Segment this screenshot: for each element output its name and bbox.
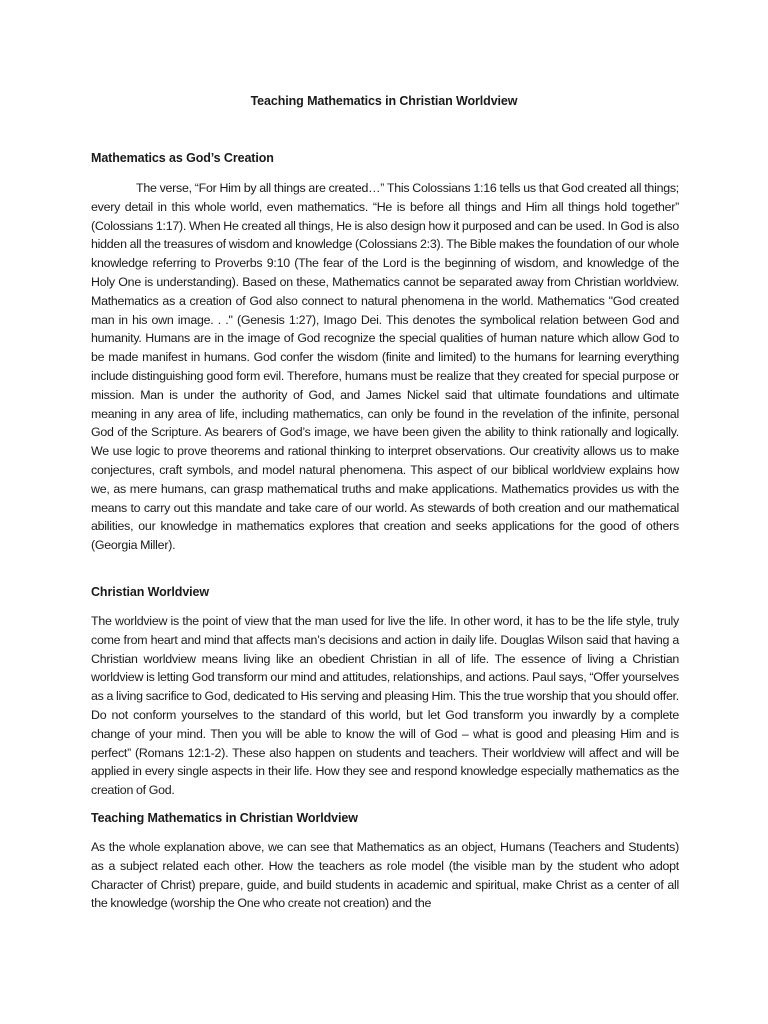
section-heading-creation: Mathematics as God’s Creation <box>91 151 274 165</box>
section-paragraph-creation: The verse, “For Him by all things are created…” This Colossians 1:16 tells us that God created all things; every detail in this whole world, even mathematics. “He is before all things and Him all things hold together” (Colossians 1:17). When He created all things, He is also design how it purposed and can be used. In God is also hidden all the treasures of wisdom and knowledge (Colossians 2:3). The Bible makes the foundation of our whole knowledge referring to Proverbs 9:10 (The fear of the Lord is the beginning of wisdom, and knowledge of the Holy One is understanding). Based on these, Mathematics cannot be separated away from Christian worldview. Mathematics as a creation of God also connect to natural phenomena in the world. Mathematics "God created man in his own image. . ." (Genesis 1:27), Imago Dei. This denotes the symbolical relation between God and humanity. Humans are in the image of God recognize the special qualities of human nature which allow God to be made manifest in humans. God confer the wisdom (finite and limited) to the humans for learning everything include distinguishing good form evil. Therefore, humans must be realize that they created for special purpose or mission. Man is under the authority of God, and James Nickel said that ultimate foundations and ultimate meaning in any area of life, including mathematics, can only be found in the revelation of the infinite, personal God of the Scripture. As bearers of God’s image, we have been given the ability to think rationally and logically. We use logic to prove theorems and rational thinking to interpret observations. Our creativity allows us to make conjectures, craft symbols, and model natural phenomena. This aspect of our biblical worldview explains how we, as mere humans, can grasp mathematical truths and make applications. Mathematics provides us with the means to carry out this mandate and take care of our world. As stewards of both creation and our mathematical abilities, our knowledge in mathematics explores that creation and seeks applications for the good of others (Georgia Miller). <box>91 181 679 553</box>
section-paragraph-worldview: The worldview is the point of view that the man used for live the life. In other word, it has to be the life style, truly come from heart and mind that affects man’s decisions and action in daily life. Douglas Wilson said that having a Christian worldview means living like an obedient Christian in all of life. The essence of living a Christian worldview is letting God transform our mind and attitudes, relationships, and actions. Paul says, “Offer yourselves as a living sacrifice to God, dedicated to His serving and pleasing Him. This the true worship that you should offer. Do not conform yourselves to the standard of this world, but let God transform you inwardly by a complete change of your mind. Then you will be able to know the will of God – what is good and pleasing Him and is perfect” (Romans 12:1-2). These also happen on students and teachers. Their worldview will affect and will be applied in every single aspects in their life. How they see and respond knowledge especially mathematics as the creation of God. <box>91 614 679 798</box>
section-heading-teaching: Teaching Mathematics in Christian Worldview <box>91 811 358 825</box>
section-paragraph-teaching: As the whole explanation above, we can see that Mathematics as an object, Humans (Teachers and Students) as a subject related each other. How the teachers as role model (the visible man by the student who adopt Character of Christ) prepare, guide, and build students in academic and spiritual, make Christ as a center of all the knowledge (worship the One who create not creation) and the <box>91 840 679 911</box>
document-title: Teaching Mathematics in Christian Worldview <box>250 94 518 108</box>
section-heading-worldview: Christian Worldview <box>91 585 210 599</box>
